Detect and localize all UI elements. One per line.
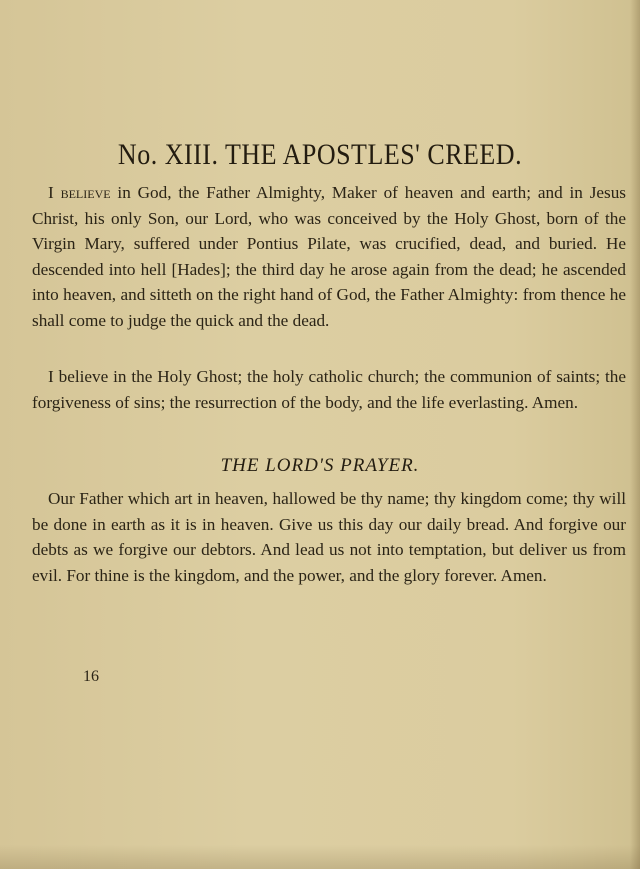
prayer-text: Our Father which art in heaven, hallowed be thy name; thy kingdom come; thy will be done in earth as it is in heaven. Give us this day our daily bread. And forgive our debts as we forgive our debtors. And lead us not into temptation, but deliver us from evil. For thine is the kingdom, and the power, and the glory forever. Amen. bbox=[32, 489, 626, 585]
creed-paragraph-1-text: in God, the Father Almighty, Maker of heaven and earth; and in Jesus Christ, his only Son, our Lord, who was conceived by the Holy Ghost, born of the Virgin Mary, suffered under Pontius Pilate, was crucified, dead, and buried. He descended into hell [Hades]; the third day he arose again from the dead; he ascended into heaven, and sitteth on the right hand of God, the Father Almighty: from thence he shall come to judge the quick and the dead. bbox=[32, 183, 626, 330]
page-title: No. XIII. THE APOSTLES' CREED. bbox=[117, 138, 523, 171]
prayer-title: THE LORD'S PRAYER. bbox=[220, 455, 420, 476]
creed-paragraph-2 bbox=[32, 364, 626, 415]
creed-opening-smallcaps: believe bbox=[60, 183, 111, 202]
prayer-paragraph bbox=[32, 486, 626, 588]
creed-paragraph-1 bbox=[32, 180, 626, 334]
creed-opening-word: I bbox=[48, 183, 54, 202]
creed-paragraph-2-text: I believe in the Holy Ghost; the holy catholic church; the communion of saints; the forgiveness of sins; the resurrection of the body, and the life everlasting. Amen. bbox=[32, 367, 626, 412]
page-bottom-shadow bbox=[0, 845, 640, 869]
page-number: 16 bbox=[83, 668, 99, 685]
page-edge-shadow bbox=[630, 0, 640, 869]
